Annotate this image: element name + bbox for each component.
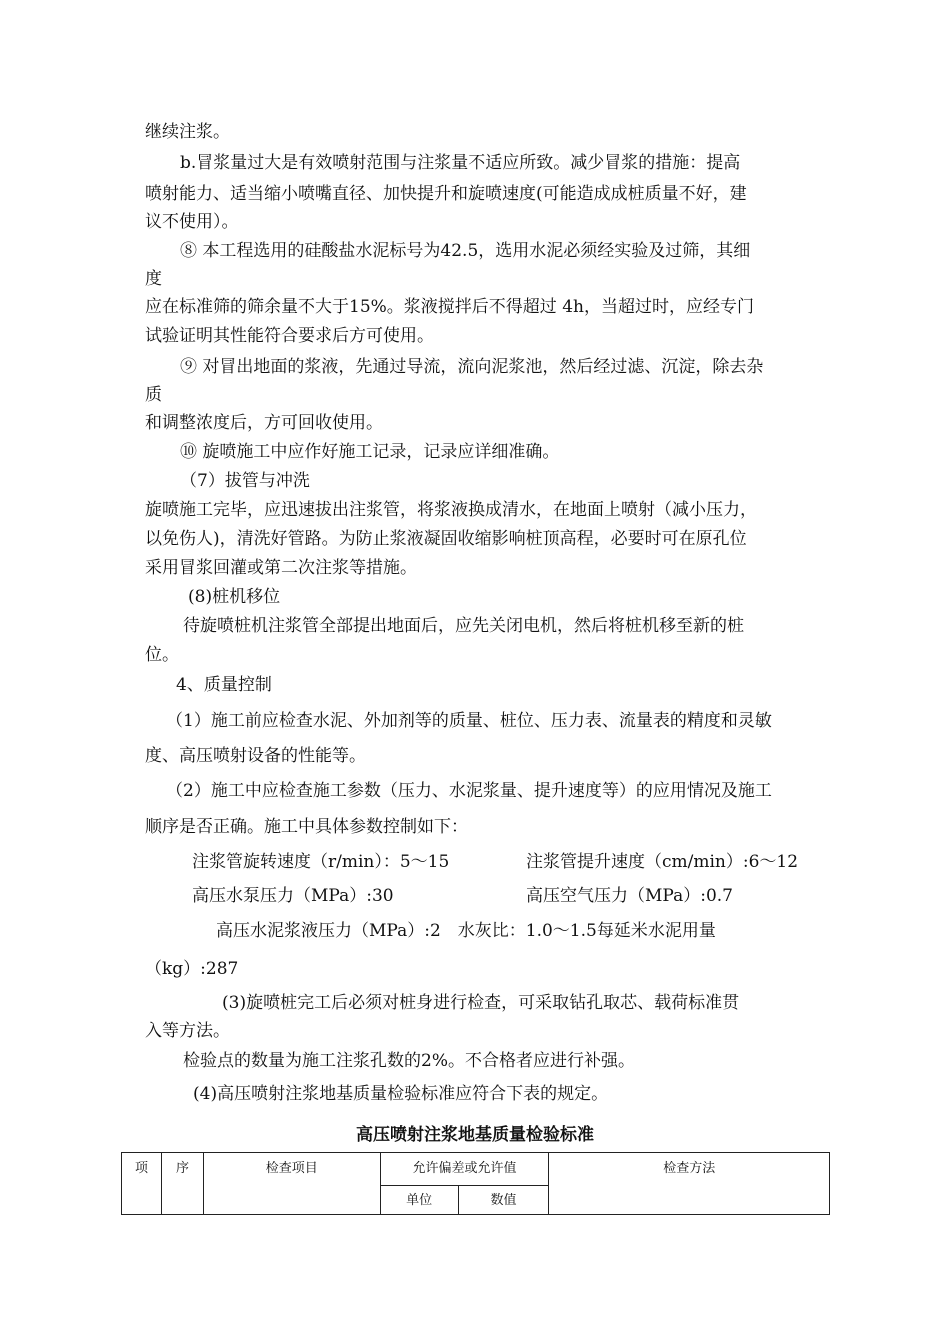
- text-line: 旋喷施工完毕，应迅速拔出注浆管，将浆液换成清水，在地面上喷射（减小压力，: [145, 500, 757, 520]
- text-line: 度: [145, 269, 162, 289]
- header-check-method: 检查方法: [549, 1153, 830, 1215]
- header-item: 项: [122, 1153, 162, 1215]
- text-line: (3)旋喷桩完工后必须对桩身进行检查，可采取钻孔取芯、载荷标准贯: [222, 993, 740, 1013]
- text-line: 和调整浓度后，方可回收使用。: [145, 413, 383, 433]
- header-allowance: 允许偏差或允许值: [380, 1153, 549, 1186]
- text-line: 以免伤人)，清洗好管路。为防止浆液凝固收缩影响桩顶高程，必要时可在原孔位: [145, 529, 747, 549]
- text-line: 注浆管旋转速度（r/min）：5～15: [192, 852, 450, 872]
- text-line: ⑧ 本工程选用的硅酸盐水泥标号为42.5，选用水泥必须经实验及过筛，其细: [180, 241, 751, 261]
- text-line: （kg）:287: [145, 959, 239, 979]
- header-value: 数值: [458, 1186, 549, 1215]
- header-unit: 单位: [380, 1186, 458, 1215]
- text-line: 高压水泵压力（MPa）:30: [192, 886, 394, 906]
- text-line: （2）施工中应检查施工参数（压力、水泥浆量、提升速度等）的应用情况及施工: [166, 781, 772, 801]
- text-line: （7）拔管与冲洗: [180, 471, 310, 491]
- text-line: 顺序是否正确。施工中具体参数控制如下：: [145, 817, 468, 837]
- quality-standard-table: [121, 1152, 830, 1215]
- text-line: b.冒浆量过大是有效喷射范围与注浆量不适应所致。减少冒浆的措施：提高: [180, 153, 741, 173]
- text-line: 议不使用）。: [145, 212, 239, 232]
- text-line: 度、高压喷射设备的性能等。: [145, 746, 366, 766]
- text-line: 继续注浆。: [145, 122, 230, 142]
- text-line: (8)桩机移位: [188, 587, 281, 607]
- text-line: 采用冒浆回灌或第二次注浆等措施。: [145, 558, 417, 578]
- text-line: 试验证明其性能符合要求后方可使用。: [145, 326, 434, 346]
- header-check-item: 检查项目: [203, 1153, 380, 1215]
- header-seq: 序: [161, 1153, 203, 1215]
- text-line: 检验点的数量为施工注浆孔数的2%。不合格者应进行补强。: [183, 1051, 635, 1071]
- text-line: ⑨ 对冒出地面的浆液，先通过导流，流向泥浆池，然后经过滤、沉淀，除去杂: [180, 357, 764, 377]
- text-line: 注浆管提升速度（cm/min）:6～12: [526, 852, 799, 872]
- text-line: 高压空气压力（MPa）:0.7: [526, 886, 733, 906]
- text-line: 入等方法。: [145, 1021, 230, 1041]
- text-line: 待旋喷桩机注浆管全部提出地面后，应先关闭电机，然后将桩机移至新的桩: [183, 616, 744, 636]
- table-title: 高压喷射注浆地基质量检验标准: [356, 1125, 594, 1145]
- text-line: 质: [145, 385, 162, 405]
- text-line: 喷射能力、适当缩小喷嘴直径、加快提升和旋喷速度(可能造成成桩质量不好，建: [145, 184, 747, 204]
- text-line: (4)高压喷射注浆地基质量检验标准应符合下表的规定。: [193, 1084, 609, 1104]
- text-line: 位。: [145, 645, 179, 665]
- text-line: （1）施工前应检查水泥、外加剂等的质量、桩位、压力表、流量表的精度和灵敏: [166, 711, 772, 731]
- text-line: ⑩ 旋喷施工中应作好施工记录，记录应详细准确。: [180, 442, 560, 462]
- text-line: 4、质量控制: [176, 675, 272, 695]
- text-line: 高压水泥浆液压力（MPa）:2 水灰比：1.0～1.5每延米水泥用量: [216, 921, 716, 941]
- text-line: 应在标准筛的筛余量不大于15%。浆液搅拌后不得超过 4h，当超过时，应经专门: [145, 297, 754, 317]
